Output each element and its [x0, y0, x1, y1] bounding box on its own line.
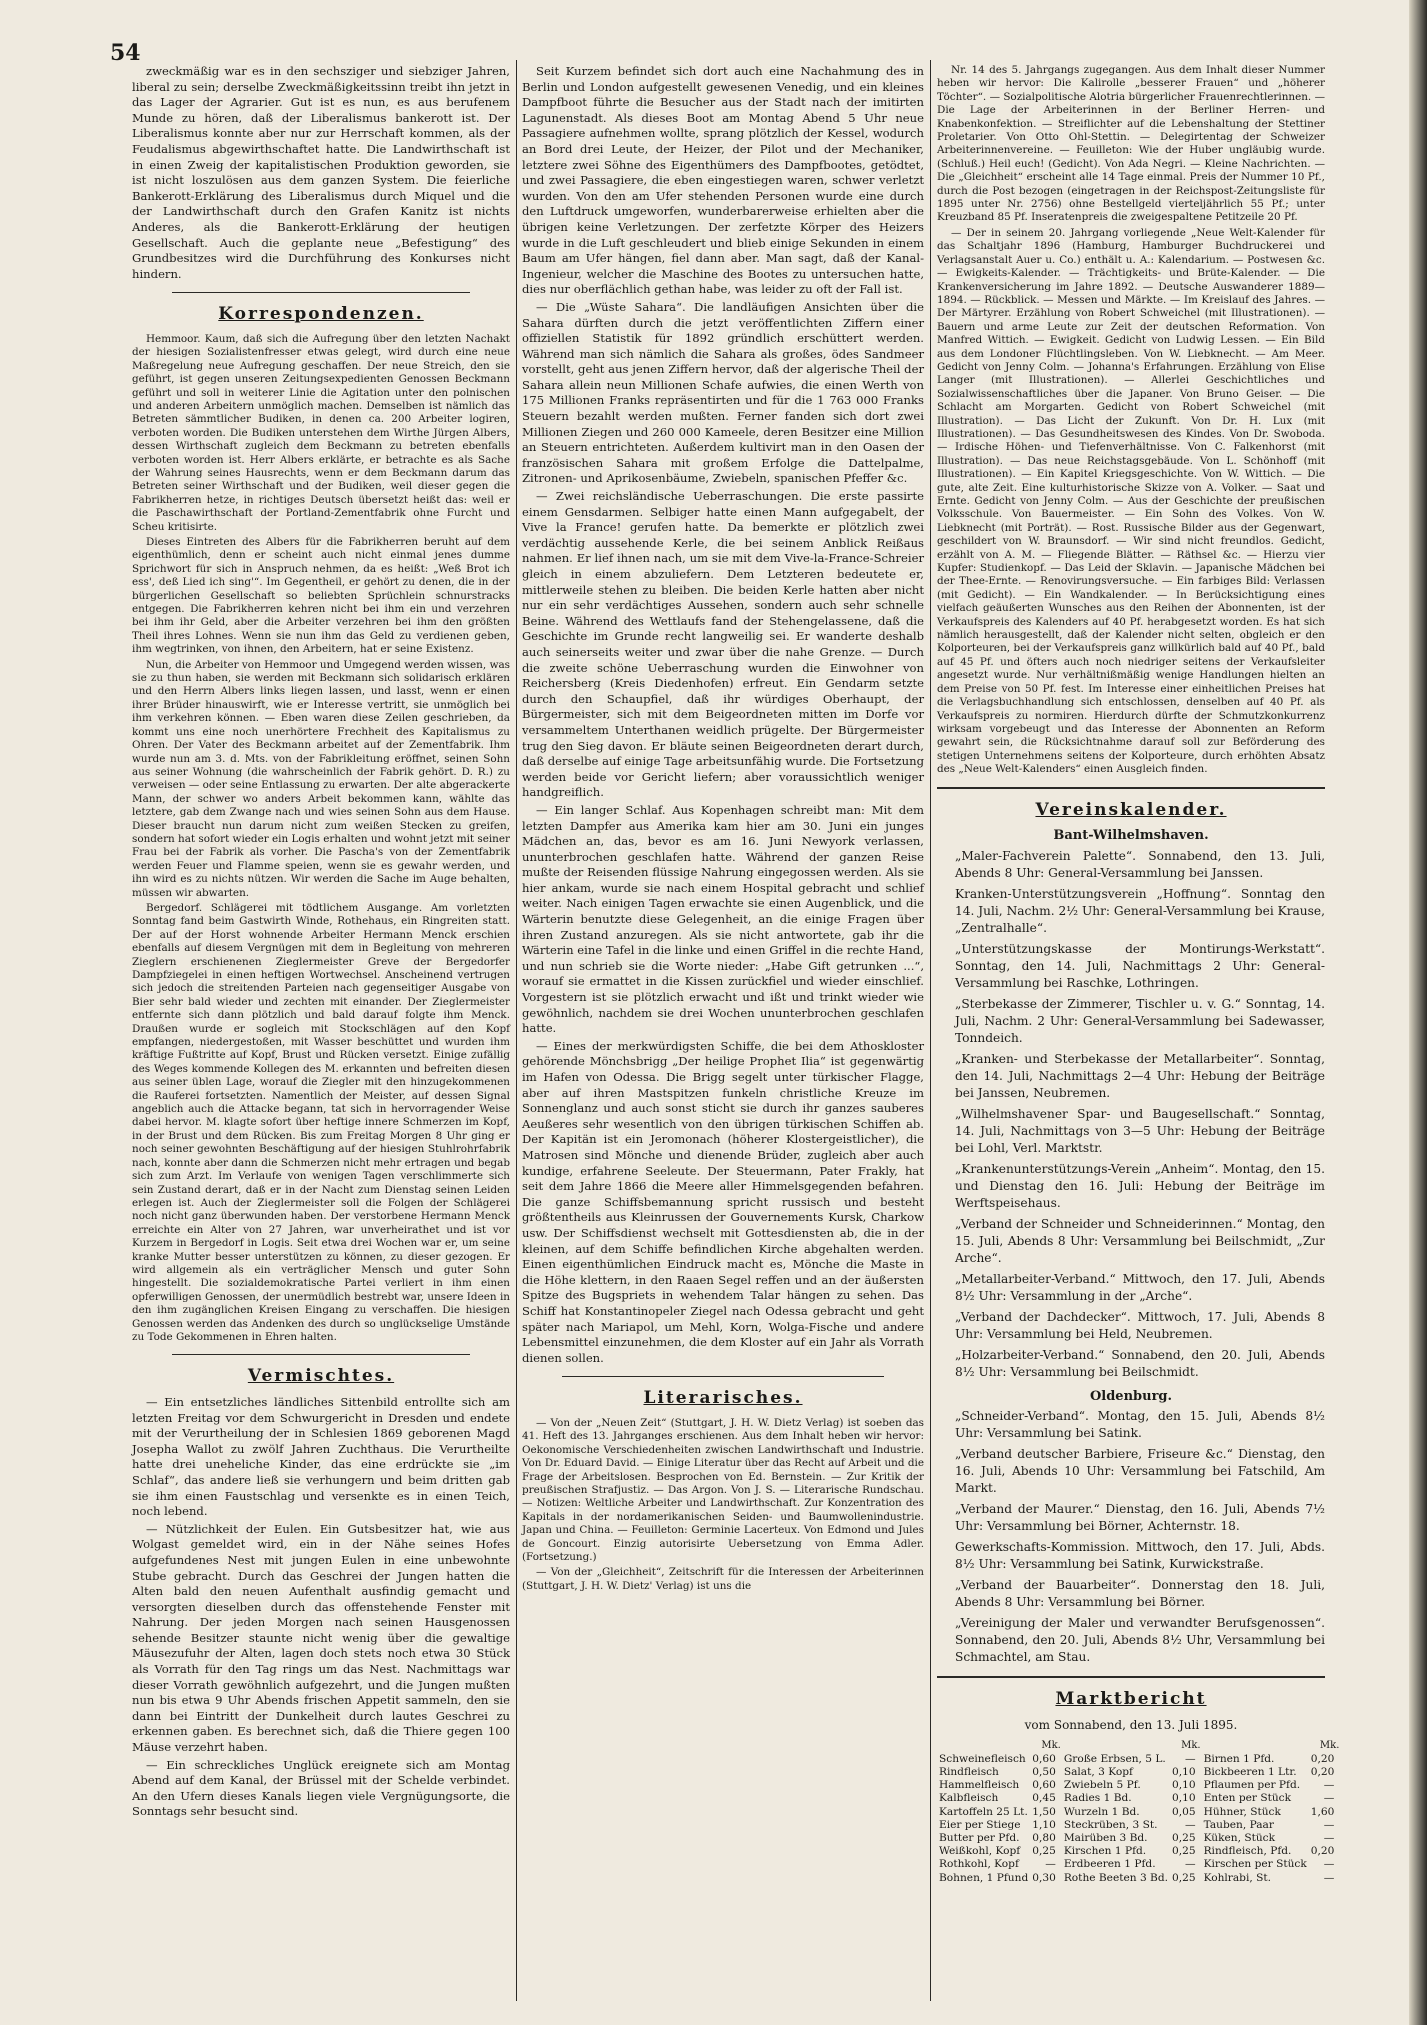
market-item: Hühner, Stück — [1203, 1805, 1281, 1818]
article-paragraph: — Ein entsetzliches ländliches Sittenbild entrollte sich am letzten Freitag vor dem Schwurgericht in Dresden und endete mit der Verurtheilung der in Schlesien 1869 geborenen Magd Josepha Wallot zu zwölf Jahren Zuchthaus. Die Verurtheilte hatte drei uneheliche Kinder, das eine erdrückte sie „im Schlaf“, das andere ließ sie verhungern und beim dritten gab sie ihm einen Faustschlag und versenkte es in einen Teich, noch lebend. — [132, 1394, 510, 1519]
market-item: Schweinefleisch — [939, 1752, 1026, 1765]
article-paragraph: — Nützlichkeit der Eulen. Ein Gutsbesitzer hat, wie aus Wolgast gemeldet wird, ein in der Nähe seines Hofes aufgefundenes Nest mit jungen Eulen in eine unbewohnte Stube gebracht. Durch das Geschrei der Jungen hatten die Alten bald den neuen Aufenthalt ausfindig gemacht und versorgten dieselben durch das offenstehende Fenster mit Nahrung. Der jeden Morgen nach seinen Hausgenossen sehende Besitzer staunte nicht wenig über die gewaltige Mäusezufuhr der Alten, lagen doch stets noch etwa 30 Stück als Vorrath für den Tag rings um das Nest. Nachmittags war dieser Vorrath gewöhnlich aufgezehrt, und die Jungen mußten nun bis etwa 9 Uhr Abends frischen Appetit sammeln, den sie dann bei Eintritt der Dunkelheit durch lautes Geschrei zu erkennen gaben. Es berechnet sich, daß die Thiere gegen 100 Mäuse verzehrt haben. — [132, 1521, 510, 1755]
market-price: 0,20 — [1310, 1845, 1335, 1858]
market-price: 0,45 — [1032, 1792, 1056, 1805]
market-price: 0,25 — [1171, 1831, 1196, 1844]
market-row — [937, 1753, 1340, 1766]
market-price: — — [1323, 1818, 1335, 1831]
article-paragraph: — Von der „Neuen Zeit“ (Stuttgart, J. H. W. Dietz Verlag) ist soeben das 41. Heft des 13. Jahrganges erschienen. Aus dem Inhalt heben wir hervor: Oekonomische Verschiedenheiten zwischen Landwirthschaft und Industrie. Von Dr. Eduard David. — Einige Literatur über das Recht auf Arbeit und die Frage der Arbeitslosen. Besprochen von Ed. Bernstein. — Zur Kritik der preußischen Strafjustiz. — Das Argon. Von J. S. — Literarische Rundschau. — Notizen: Weltliche Arbeiter und Landwirthschaft. Zur Konzentration des Kapitals in der nordamerikanischen Seiden- und Baumwollenindustrie. Japan und China. — Feuilleton: Germinie Lacerteux. Von Edmond und Jules de Goncourt. Einzig autorisirte Uebersetzung von Emma Adler. (Fortsetzung.) — [522, 1416, 924, 1563]
section-heading-marktbericht: Marktbericht — [1055, 1689, 1207, 1710]
unit-header: Mk. — [1181, 1739, 1201, 1751]
market-row — [937, 1766, 1340, 1779]
market-price: 0,20 — [1310, 1752, 1335, 1765]
section-heading-korrespondenzen: Korrespondenzen. — [218, 304, 424, 325]
market-item: Pflaumen per Pfd. — [1203, 1779, 1301, 1792]
subheading-oldenburg: Oldenburg. — [1089, 1388, 1173, 1404]
event-entry: „Krankenunterstützungs-Verein „Anheim“. Montag, den 15. und Dienstag den 16. Juli: Hebung der Beiträge im Werftspeisehaus. — [955, 1161, 1325, 1210]
market-row — [937, 1806, 1340, 1819]
article-paragraph: Hemmoor. Kaum, daß sich die Aufregung über den letzten Nachakt der hiesigen Sozialistenfresser etwas gelegt, wird durch eine neue Maßregelung neue Aufregung geschaffen. Der neue Streich, den sie geführt, ist gegen unseren Zeitungsexpedienten Genossen Beckmann geführt und soll in weiterer Linie die Agitation unter den polnischen und anderen Arbeitern unmöglich machen. Demselben ist nämlich das Betreten sämmtlicher Budiken, in denen ca. 200 Arbeiter logiren, verboten worden. Die Budiken unterstehen dem Wirthe Jürgen Albers, dessen Wirthschaft zugleich dem Beckmann zu betreten ebenfalls verboten worden ist. Herr Albers erklärte, er betrachte es als Sache der Wahrung seines Hausrechts, wenn er dem Beckmann darum das Betreten seiner Wirthschaft und der Budiken, weil dieser gegen die Fabrikherren hetze, in richtiges Deutsch übersetzt heißt das: weil er die Paschawirthschaft der Portland-Zementfabrik ohne Furcht und Scheu kritisirte. — [132, 332, 510, 533]
market-item: Bickbeeren 1 Ltr. — [1203, 1765, 1297, 1778]
market-row — [937, 1792, 1340, 1805]
market-item: Steckrüben, 3 St. — [1063, 1818, 1158, 1831]
article-paragraph: — Von der „Gleichheit“, Zeitschrift für die Interessen der Arbeiterinnen (Stuttgart, J. H. W. Dietz' Verlag) ist uns die — [522, 1566, 924, 1592]
market-item: Wurzeln 1 Bd. — [1063, 1805, 1140, 1818]
market-item: Große Erbsen, 5 L. — [1063, 1752, 1166, 1765]
market-item: Birnen 1 Pfd. — [1203, 1752, 1275, 1765]
section-heading-vermischtes: Vermischtes. — [247, 1366, 395, 1387]
event-entry: „Vereinigung der Maler und verwandter Berufsgenossen“. Sonnabend, den 20. Juli, Abends 8½ Uhr, Versammlung bei Schmachtel, am Stau. — [955, 1616, 1325, 1665]
market-price: 0,50 — [1032, 1765, 1056, 1778]
market-row — [937, 1858, 1340, 1871]
market-price: 0,10 — [1171, 1779, 1196, 1792]
column-3 — [937, 64, 1340, 2005]
market-item: Kartoffeln 25 Lt. — [939, 1805, 1028, 1818]
event-entry: „Verband der Schneider und Schneiderinnen.“ Montag, den 15. Juli, Abends 8 Uhr: Versammlung bei Beilschmidt, „Zur Arche“. — [955, 1216, 1325, 1265]
market-header-row — [937, 1738, 1340, 1753]
market-price: 1,50 — [1032, 1805, 1056, 1818]
event-entry: „Verband deutscher Barbiere, Friseure &c.“ Dienstag, den 16. Juli, Abends 10 Uhr: Versammlung bei Fatschild, Am Markt. — [955, 1447, 1325, 1496]
divider — [937, 787, 1325, 789]
market-row — [937, 1872, 1340, 1885]
market-table-body — [937, 1753, 1340, 1885]
article-paragraph: Nr. 14 des 5. Jahrgangs zugegangen. Aus dem Inhalt dieser Nummer heben wir hervor: Die Kalirolle „besserer Frauen“ und „höherer Töchter“. — Sozialpolitische Alotria bürgerlicher Frauenrechtlerinnen. — Die Lage der Arbeiterinnen in der Berliner Herren- und Knabenkonfektion. — Streiflichter auf die Lebenshaltung der Stettiner Proletarier. Von Otto Ohl-Stettin. — Delegirtentag der Schweizer Arbeiterinnenvereine. — Feuilleton: Wie der Huber ungläubig wurde. (Schluß.) Heil euch! (Gedicht). Von Ada Negri. — Kleine Nachrichten. — Die „Gleichheit“ erscheint alle 14 Tage einmal. Preis der Nummer 10 Pf., durch die Post bezogen (eingetragen in der Reichspost-Zeitungsliste für 1895 unter Nr. 2756) ohne Bestellgeld vierteljährlich 55 Pf.; unter Kreuzband 85 Pf. Inseratenpreis die zweigespaltene Petitzeile 20 Pf. — [937, 64, 1325, 224]
market-item: Erdbeeren 1 Pfd. — [1063, 1858, 1156, 1871]
market-item: Salat, 3 Kopf — [1063, 1765, 1133, 1778]
unit-header: Mk. — [1319, 1739, 1340, 1751]
market-row — [937, 1819, 1340, 1832]
market-price: 0,25 — [1171, 1871, 1196, 1884]
intro-paragraph: zweckmäßig war es in den sechsziger und siebziger Jahren, liberal zu sein; derselbe Zweckmäßigkeitssinn treibt ihn jetzt in das Lager der Agrarier. Gut ist es nun, es aus berufenem Munde zu hören, daß der Liberalismus bankerott ist. Der Liberalismus konnte aber nur zur Herrschaft kommen, als der Feudalismus abgewirthschaftet hatte. Die Landwirthschaft ist in einen Zweig der kapitalistischen Produktion geworden, sie ist nicht loszulösen aus dem ganzen System. Die feierliche Bankerott-Erklärung des Liberalismus durch Miquel und die der Landwirthschaft durch den Grafen Kanitz ist nichts Anderes, als die Bankerott-Erklärung der heutigen Gesellschaft. Auch die geplante neue „Befestigung“ des Grundbesitzes wird die Durchführung des Konkurses nicht hindern. — [132, 64, 510, 281]
event-entry: „Kranken- und Sterbekasse der Metallarbeiter“. Sonntag, den 14. Juli, Nachmittags 2—4 Uhr: Hebung der Beiträge bei Janssen, Neubremen. — [955, 1051, 1325, 1100]
market-item: Bohnen, 1 Pfund — [939, 1871, 1029, 1884]
market-date: vom Sonnabend, den 13. Juli 1895. — [1024, 1717, 1238, 1732]
market-item: Kirschen per Stück — [1203, 1858, 1307, 1871]
article-paragraph: — Der in seinem 20. Jahrgang vorliegende „Neue Welt-Kalender für das Schaltjahr 1896 (Hamburg, Hamburger Buchdruckerei und Verlagsanstalt Auer u. Co.) enthält u. A.: Kalendarium. — Postwesen &c. — Ewigkeits-Kalender. — Trächtigkeits- und Brüte-Kalender. — Die Krankenversicherung im Jahre 1892. — Deutsche Auswanderer 1889—1894. — Rückblick. — Messen und Märkte. — Im Kreislauf des Jahres. — Der Märtyrer. Erzählung von Robert Schweichel (mit Illustrationen). — Bauern und arme Leute zur Zeit der deutschen Reformation. Von Manfred Wittich. — Ewigkeit. Gedicht von Ludwig Lessen. — Ein Bild aus dem Londoner Flüchtlingsleben. Von W. Liebknecht. — Am Meer. Gedicht von Jenny Colm. — Johanna's Erfahrungen. Erzählung von Elise Langer (mit Illustrationen). — Allerlei Geschichtliches und Sozialwissenschaftliches über die Japaner. Von Bruno Geiser. — Die Schlacht am Morgarten. Gedicht von Robert Schweichel (mit Illustration). — Das Licht der Zukunft. Von Dr. H. Lux (mit Illustrationen). — Das Gesundheitswesen des Kindes. Von Dr. Swoboda. — Irdische Höhen- und Tiefenverhältnisse. Von C. Falkenhorst (mit Illustration). — Das neue Reichstagsgebäude. Von L. Schönhoff (mit Illustrationen). — Ein Kapitel Kriegsgeschichte. Von W. Wittich. — Die gute, alte Zeit. Eine kulturhistorische Skizze von A. Volker. — Saat und Ernte. Gedicht von Jenny Colm. — Aus der Geschichte der preußischen Volksschule. Von Bauermeister. — Ein Sohn des Volkes. Von W. Liebknecht (mit Porträt). — Rost. Russische Bilder aus der Gegenwart, geschildert von W. Braunsdorf. — Wir sind nicht freundlos. Gedicht, erzählt von A. M. — Fliegende Blätter. — Räthsel &c. — Hierzu vier Kupfer: Studienkopf. — Das Leid der Sklavin. — Japanische Mädchen bei der Thee-Ernte. — Renovirungsversuche. — Ein farbiges Bild: Verlassen (mit Gedicht). — Ein Wandkalender. — In Berücksichtigung eines vielfach geäußerten Wunsches aus den Reihen der Abonnenten, ist der Verkaufspreis des Kalenders auf 40 Pf. herabgesetzt worden. Es hat sich nämlich herausgestellt, daß der Kalender nicht selten, obgleich er den Kolporteuren, bei der Verkaufspreis ganz willkürlich bald auf 40 Pf., bald auf 45 Pf. und öfters auch noch niedriger seitens der Verkaufsleiter angesetzt wurde. Nur verhältnißmäßig wenige Handlungen hielten an dem Preise von 50 Pf. fest. Im Interesse einer einheitlichen Preises hat die Verlagsbuchhandlung sich entschlossen, denselben auf 40 Pf. als Verkaufspreis zu normiren. Hierdurch dürfte der Schmutzkonkurrenz wirksam vorgebeugt und das Interesse der Abonnenten an Reform gewahrt sein, die Rücksichtnahme darauf soll zur Beförderung des stetigen Unternehmens seitens der Kolporteure, durch erhöhten Absatz des „Neue Welt-Kalenders“ einen Ausgleich finden. — [937, 226, 1325, 776]
unit-header: Mk. — [1041, 1739, 1061, 1751]
article-paragraph: Dieses Eintreten des Albers für die Fabrikherren beruht auf dem eigenthümlich, denn er scheint auch nicht einmal jenes dumme Sprichwort für sich in Anspruch nehmen, da es heißt: „Weß Brot ich ess', deß Lied ich sing'“. Im Gegentheil, er gehört zu denen, die in der bürgerlichen Gesellschaft so beliebten Sprüchlein schnurstracks entgegen. Die Fabrikherren kehren nicht bei ihm ein und verzehren bei ihm ihr Geld, aber die Arbeiter verzehren bei ihm den größten Theil ihres Lohnes. Wenn sie nun ihm das Geld zu verdienen geben, ihm wegtrinken, von ihnen, den Arbeitern, hat er seine Existenz. — [132, 536, 510, 656]
article-paragraph: — Eines der merkwürdigsten Schiffe, die bei dem Athoskloster gehörende Mönchsbrigg „Der heilige Prophet Ilia“ ist gegenwärtig im Hafen von Odessa. Die Brigg segelt unter türkischer Flagge, aber auf ihren Mastspitzen funkeln christliche Kreuze im Sonnenglanz und auch sonst sticht sie durch ihr ganzes sauberes Aeußeres sehr wesentlich von den übrigen türkischen Schiffen ab. Der Kapitän ist ein Jeromonach (höherer Klostergeistlicher), die Matrosen sind Mönche und dienende Brüder, zugleich aber auch kundige, erfahrene Seeleute. Der Steuermann, Pater Frakly, hat seit dem Jahre 1866 die Meere aller Himmelsgegenden befahren. Die ganze Schiffsbemannung spricht russisch und besteht größtentheils aus Kleinrussen der Gouvernements Kursk, Charkow usw. Der Schiffsdienst wechselt mit Gottesdiensten ab, die in der kleinen, auf dem Schiffe befindlichen Kirche abgehalten werden. Einen eigenthümlichen Eindruck macht es, Mönche die Maste in die Höhe klettern, in den Raaen Segel reffen und an der äußersten Spitze des Bugspriets in wehendem Talar hängen zu sehen. Das Schiff hat Konstantinopeler Ziegel nach Odessa gebracht und geht später nach Mariapol, um Mehl, Korn, Wolga-Fische und andere Lebensmittel einzunehmen, die dem Kloster auf ein Jahr als Vorrath dienen sollen. — [522, 1038, 924, 1365]
divider — [172, 292, 470, 293]
event-entry: „Schneider-Verband“. Montag, den 15. Juli, Abends 8½ Uhr: Versammlung bei Satink. — [955, 1409, 1325, 1441]
market-item: Weißkohl, Kopf — [939, 1845, 1021, 1858]
market-item: Radies 1 Bd. — [1063, 1792, 1132, 1805]
market-item: Kirschen 1 Pfd. — [1063, 1845, 1147, 1858]
market-item: Tauben, Paar — [1203, 1818, 1274, 1831]
market-price: — — [1045, 1858, 1056, 1871]
market-price: 0,20 — [1310, 1765, 1335, 1778]
market-item: Hammelfleisch — [939, 1779, 1020, 1792]
event-entry: Gewerkschafts-Kommission. Mittwoch, den 17. Juli, Abds. 8½ Uhr: Versammlung bei Satink, Kurwickstraße. — [955, 1540, 1325, 1572]
article-paragraph: Seit Kurzem befindet sich dort auch eine Nachahmung des in Berlin und London aufgestellt gewesenen Venedig, und ein kleines Dampfboot führte die Besucher aus der Stadt nach der imitirten Lagunenstadt. Als dieses Boot am Montag Abend 5 Uhr neue Passagiere aufnehmen wollte, sprang plötzlich der Kessel, wodurch an Bord drei Leute, der Heizer, der Pilot und der Mechaniker, letztere zwei Söhne des Eigenthümers des Dampfbootes, getödtet, und zwei Passagiere, die eben eingestiegen waren, schwer verletzt wurden. Von den am Ufer stehenden Personen wurde eine durch den Luftdruck umgeworfen, wunderbarerweise erhielten aber die übrigen keine Verletzungen. Der zerfetzte Körper des Heizers wurde in die Luft geschleudert und blieb einige Sekunden in einem Baum am Ufer hängen, fiel dann aber. Man sagt, daß der Kanal-Ingenieur, welcher die Maschine des Bootes zu untersuchen hatte, dies nur oberflächlich gethan habe, was leider zu oft der Fall ist. — [522, 64, 924, 297]
section-heading-vereinskalender: Vereinskalender. — [1035, 799, 1227, 820]
market-price: — — [1184, 1858, 1196, 1871]
section-heading-literarisches: Literarisches. — [643, 1388, 803, 1409]
market-item: Rindfleisch, Pfd. — [1203, 1845, 1292, 1858]
article-paragraph: — Ein langer Schlaf. Aus Kopenhagen schreibt man: Mit dem letzten Dampfer aus Amerika kam hier am 30. Juni ein junges Mädchen an, das, bevor es am 16. Juni Newyork verlassen, ununterbrochen geschlafen hatte. Während der ganzen Reise mußte der Reisenden flüssige Nahrung eingegossen werden. Als sie hier ankam, wurde sie nach einem Hospital gebracht und schlief weiter. Nach einigen Tagen erwachte sie einen Augenblick, und die Wärterin benutzte diese Gelegenheit, an die einige Fragen über ihren Zustand anzuregen. Als sie nicht antwortete, gab ihr die Wärterin eine Tafel in die linke und einen Griffel in die rechte Hand, und nun schrieb sie die Worte nieder: „Habe Gift getrunken ...“, worauf sie ermattet in die Kissen zurückfiel und wieder einschlief. Vorgestern ist sie plötzlich erwacht und ißt und trinkt wieder wie gewöhnlich, nachdem sie drei Wochen ununterbrochen geschlafen hatte. — [522, 802, 924, 1036]
market-price: 0,80 — [1032, 1831, 1056, 1844]
divider — [562, 1376, 884, 1377]
event-entry: Kranken-Unterstützungsverein „Hoffnung“. Sonntag den 14. Juli, Nachm. 2½ Uhr: General-Versammlung bei Krause, „Zentralhalle“. — [955, 886, 1325, 935]
market-price: — — [1184, 1818, 1196, 1831]
market-item: Rothe Beeten 3 Bd. — [1063, 1871, 1168, 1884]
event-entry: „Metallarbeiter-Verband.“ Mittwoch, den 17. Juli, Abends 8½ Uhr: Versammlung in der „Arche“. — [955, 1271, 1325, 1303]
event-entry: „Wilhelmshavener Spar- und Baugesellschaft.“ Sonntag, 14. Juli, Nachmittags von 3—5 Uhr: Hebung der Beiträge bei Lohl, Verl. Marktstr. — [955, 1106, 1325, 1155]
market-price: — — [1323, 1871, 1335, 1884]
article-paragraph: — Die „Wüste Sahara“. Die landläufigen Ansichten über die Sahara dürften durch die jetzt veröffentlichten Ziffern einer offiziellen Statistik für 1892 gründlich erschüttert werden. Während man sich nämlich die Sahara als großes, ödes Sandmeer vorstellt, geht aus jenen Ziffern hervor, daß der algerische Theil der Sahara allein neun Millionen Schafe aufwies, die einen Werth von 175 Millionen Franks repräsentirten und für die 1 763 000 Franks Steuern bezahlt werden mußten. Ferner fanden sich dort zwei Millionen Ziegen und 260 000 Kameele, deren Besitzer eine Million an Steuern entrichteten. Außerdem kultivirt man in den Oasen der französischen Sahara mit großem Erfolge die Dattelpalme, Zitronen- und Aprikosenbäume, Zwiebeln, spanischen Pfeffer &c. — [522, 299, 924, 486]
market-item: Rindfleisch — [939, 1765, 999, 1778]
market-price: 1,60 — [1310, 1805, 1335, 1818]
event-entry: „Verband der Dachdecker“. Mittwoch, 17. Juli, Abends 8 Uhr: Versammlung bei Held, Neubremen. — [955, 1309, 1325, 1341]
market-price: 0,05 — [1171, 1805, 1196, 1818]
market-row — [937, 1779, 1340, 1792]
market-item: Kohlrabi, St. — [1203, 1871, 1271, 1884]
market-price: — — [1184, 1752, 1196, 1765]
market-price: 0,10 — [1171, 1765, 1196, 1778]
market-row — [937, 1832, 1340, 1845]
market-item: Butter per Pfd. — [939, 1831, 1020, 1844]
article-paragraph: — Zwei reichsländische Ueberraschungen. Die erste passirte einem Gensdarmen. Selbiger hatte einen Mann aufgegabelt, der Vive la France! gerufen hatte. Da bemerkte er plötzlich zwei verdächtig aussehende Kerle, die bei seinem Anblick Reißaus nahmen. Er lief ihnen nach, um sie mit dem Vive-la-France-Schreier gleich in einem abzuliefern. Dem Letzteren bedeutete er, mittlerweile stehen zu bleiben. Die beiden Kerle hatten aber nicht nur ein sehr verdächtiges Aussehen, sondern auch sehr schnelle Beine. Während des Wettlaufs fand der Stehengelassene, daß die Geschichte im Grunde recht langweilig sei. Er wanderte deshalb auch seinerseits weiter und zwar über die nahe Grenze. — Durch die zweite schöne Ueberraschung wurden die Einwohner von Reichersberg (Kreis Diedenhofen) erfreut. Ein Gendarm setzte durch den Schaupfiel, daß ihr würdiges Oberhaupt, der Bürgermeister, sich mit dem Beigeordneten mitten im Dorfe vor versammeltem Unterthanen weidlich prügelte. Der Bürgermeister trug den Sieg davon. Er bläute seinen Beigeordneten derart durch, daß derselbe auf einige Tage arbeitsunfähig wurde. Die Fortsetzung werden beide vor Gericht liefern; aber voraussichtlich weniger handgreiflich. — [522, 489, 924, 800]
article-paragraph: Bergedorf. Schlägerei mit tödtlichem Ausgange. Am vorletzten Sonntag fand beim Gastwirth Winde, Rothehaus, ein Ringreiten statt. Der auf der Horst wohnende Arbeiter Hermann Menck erschien ebenfalls auf diesem Vergnügen mit dem in Begleitung von mehreren Zieglern erschienenen Zieglermeister Greve der Bergedorfer Dampfziegelei in einen heftigen Wortwechsel. Anscheinend vertrugen sich jedoch die streitenden Parteien nach gegenseitiger Ausgabe von Bier sehr bald wieder und zechten mit einander. Der Zieglermeister entfernte sich dann plötzlich und bald darauf folgte ihm Menck. Draußen wurde er sogleich mit Stockschlägen auf den Kopf empfangen, niedergestoßen, mit Wasser beschüttet und wurden ihm kräftige Fußtritte auf Kopf, Brust und Rücken versetzt. Einige zufällig des Weges kommende Kollegen des M. erkannten und befreiten diesen aus seiner üblen Lage, worauf die Ziegler mit den hinzugekommenen die Rauferei fortsetzten. Namentlich der Meister, auf dessen Signal angeblich auch die Attacke begann, tat sich in hervorragender Weise dabei hervor. M. klagte sofort über heftige innere Schmerzen im Kopf, in der Brust und dem Rücken. Bis zum Freitag Morgen 8 Uhr ging er noch seiner gewohnten Beschäftigung auf der hiesigen Stuhlrohrfabrik nach, konnte aber dann die Schmerzen nicht mehr ertragen und begab sich zum Arzt. Im Verlaufe von wenigen Tagen verschlimmerte sich sein Zustand derart, daß er in der Nacht zum Dienstag seinen Leiden erlegen ist. Auch der Zieglermeister soll die Folgen der Schlägerei noch nicht ganz überwunden haben. Der verstorbene Hermann Menck erreichte ein Alter von 27 Jahren, war unverheirathet und ist vor Kurzem in Bergedorf in Logis. Seit etwa drei Wochen war er, um seine kranke Mutter besser unterstützen zu können, zu dieser gezogen. Er wird allgemein als ein verträglicher Mensch und guter Sohn hingestellt. Die sozialdemokratische Partei verliert in ihm einen opferwilligen Genossen, der unermüdlich bestrebt war, unsere Ideen in den ihm zugänglichen Kreisen Eingang zu verschaffen. Die hiesigen Genossen werden das Andenken des durch so unglückselige Umstände zu Tode Gekommenen in Ehren halten. — [132, 901, 510, 1343]
market-item: Zwiebeln 5 Pf. — [1063, 1779, 1141, 1792]
market-price: — — [1323, 1858, 1335, 1871]
column-2 — [522, 64, 924, 2005]
event-entry: „Verband der Maurer.“ Dienstag, den 16. Juli, Abends 7½ Uhr: Versammlung bei Börner, Achternstr. 18. — [955, 1502, 1325, 1534]
market-price: — — [1323, 1831, 1335, 1844]
market-price: — — [1323, 1792, 1335, 1805]
market-price: 0,25 — [1171, 1845, 1196, 1858]
event-entry: „Verband der Bauarbeiter“. Donnerstag den 18. Juli, Abends 8 Uhr: Versammlung bei Börner. — [955, 1578, 1325, 1610]
market-price: 0,60 — [1032, 1779, 1056, 1792]
article-paragraph: Nun, die Arbeiter von Hemmoor und Umgegend werden wissen, was sie zu thun haben, sie werden mit Beckmann sich solidarisch erklären und den Herrn Albers links liegen lassen, und lasst, wenn er einen ihrer Brüder hinauswirft, wie er Interesse vertritt, sie unmöglich bei ihm verkehren können. — Eben waren diese Zeilen geschrieben, da kommt uns eine noch unerhörtere Frechheit des Kapitalismus zu Ohren. Der Vater des Beckmann arbeitet auf der Zementfabrik. Ihm wurde nun am 3. d. Mts. von der Fabrikleitung eröffnet, seinen Sohn aus seiner Wohnung (die wahrscheinlich der Fabrik gehört. D. R.) zu verweisen — oder seine Entlassung zu erwarten. Der alte abgerackerte Mann, der schwer wo anders Arbeit bekommen kann, wählte das letztere, gab dem Zwange nach und wies seinen Sohn aus dem Hause. Dieser braucht nun darum nicht zum weißen Stecken zu greifen, sondern hat sofort wieder ein Logis erhalten und wohnt jetzt mit seiner Frau bei der Fabrik als vorher. Die Pascha's von der Zementfabrik werden Feuer und Flamme speien, wenn sie es gewahr werden, und ihn wird es zu nichts nützen. Wir werden die Sache im Auge behalten, müssen wir abwarten. — [132, 658, 510, 899]
market-price: 0,10 — [1171, 1792, 1196, 1805]
market-price: 0,60 — [1032, 1752, 1056, 1765]
market-item: Küken, Stück — [1203, 1831, 1276, 1844]
page-number: 54 — [110, 40, 141, 66]
column-1 — [132, 64, 510, 2005]
market-price: 0,30 — [1032, 1871, 1056, 1884]
divider — [172, 1354, 470, 1355]
event-entry: „Holzarbeiter-Verband.“ Sonnabend, den 20. Juli, Abends 8½ Uhr: Versammlung bei Beilschmidt. — [955, 1347, 1325, 1379]
market-item: Kalbfleisch — [939, 1792, 999, 1805]
market-price: 0,25 — [1032, 1845, 1056, 1858]
page-edge-shadow — [1409, 0, 1427, 2025]
market-item: Rothkohl, Kopf — [939, 1858, 1019, 1871]
market-price: — — [1323, 1779, 1335, 1792]
market-item: Eier per Stiege — [939, 1818, 1021, 1831]
event-entry: „Sterbekasse der Zimmerer, Tischler u. v. G.“ Sonntag, 14. Juli, Nachm. 2 Uhr: General-Versammlung bei Sadewasser, Tonndeich. — [955, 996, 1325, 1045]
market-row — [937, 1845, 1340, 1858]
divider — [937, 1676, 1325, 1678]
column-rule-2 — [930, 60, 931, 2001]
column-rule-1 — [516, 60, 517, 2001]
article-paragraph: — Ein schreckliches Unglück ereignete sich am Montag Abend auf dem Kanal, der Brüssel mit der Schelde verbindet. An den Ufern dieses Kanals liegen viele Vergnügungsorte, die Sonntags sehr besucht sind. — [132, 1757, 510, 1819]
subheading-bant-wilhelmshaven: Bant-Wilhelmshaven. — [1053, 828, 1209, 844]
market-item: Mairüben 3 Bd. — [1063, 1831, 1148, 1844]
market-item: Enten per Stück — [1203, 1792, 1292, 1805]
market-price: 1,10 — [1032, 1818, 1056, 1831]
event-entry: „Unterstützungskasse der Montirungs-Werkstatt“. Sonntag, den 14. Juli, Nachmittags 2 Uhr: General-Versammlung bei Raschke, Lothringen. — [955, 941, 1325, 990]
market-table — [937, 1738, 1340, 1885]
event-entry: „Maler-Fachverein Palette“. Sonnabend, den 13. Juli, Abends 8 Uhr: General-Versammlung bei Janssen. — [955, 848, 1325, 880]
